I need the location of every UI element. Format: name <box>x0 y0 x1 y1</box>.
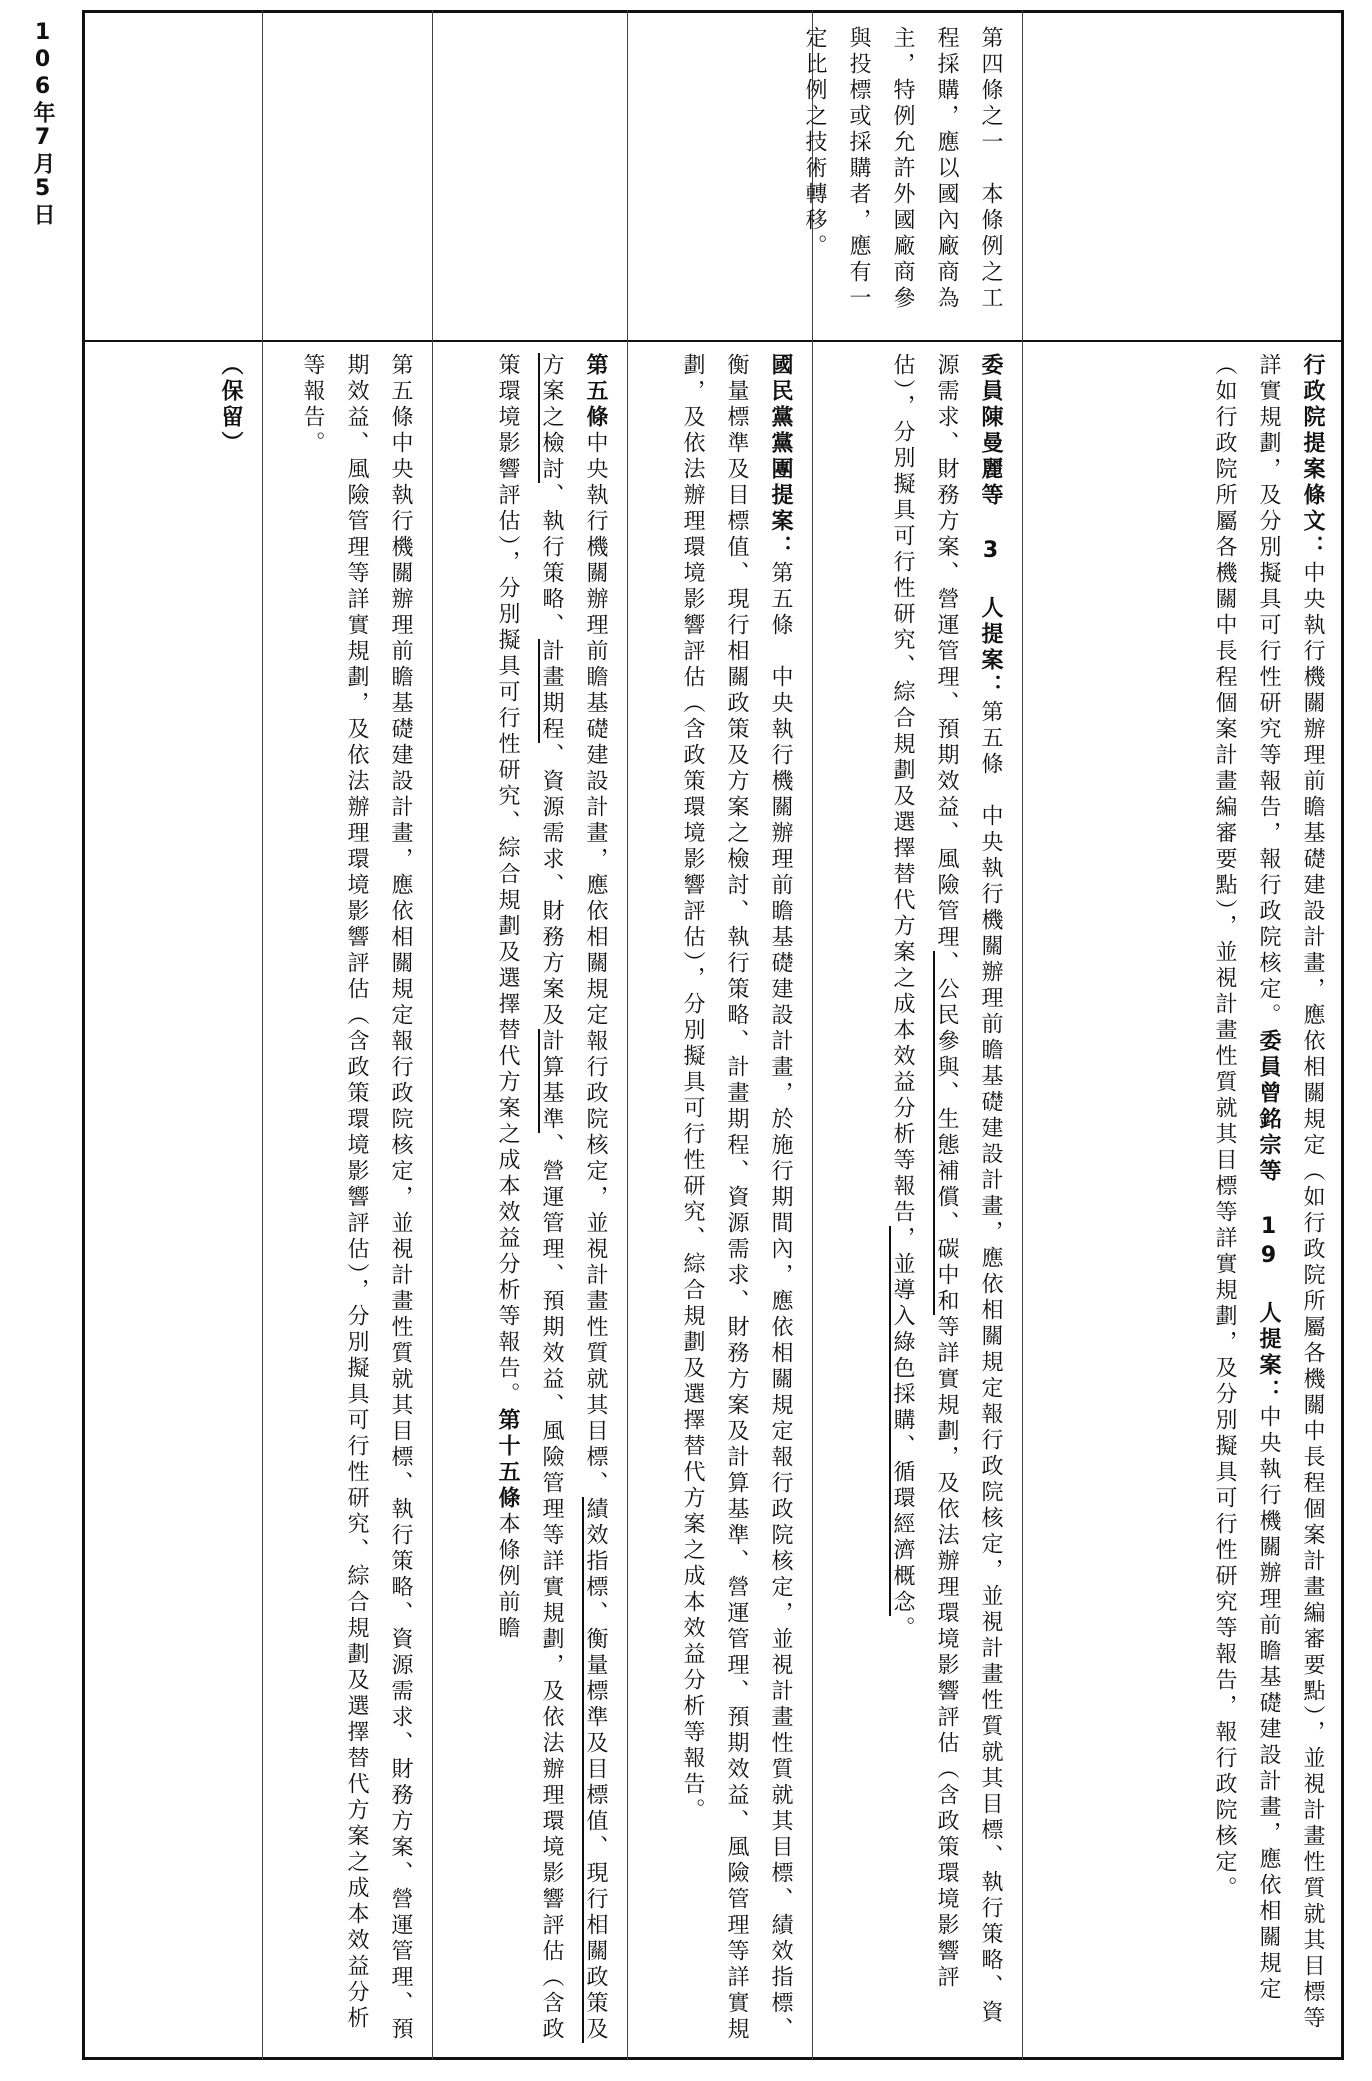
column-divider <box>432 10 433 2060</box>
table-border-top <box>82 10 1344 13</box>
column-divider <box>1022 10 1023 2060</box>
article-4-1-text: 第四條之一 本條例之工程採購，應以國內廠商為主，特例允許外國廠商參與投標或採購者，應有一定比例之技術轉移。 <box>802 26 1003 312</box>
member-chen-body-5: 。 <box>890 1616 915 1642</box>
comparison-table <box>82 10 1344 2060</box>
member-chen-heading: 委員陳曼麗等 3 人提案： <box>978 353 1003 700</box>
member-tseng-heading: 委員曾銘宗等 19 人提案： <box>1256 1029 1281 1405</box>
review-body-1: 中央執行機關辦理前瞻基礎建設計畫，應依相關規定報行政院核定，並視計畫性質就其目標、 <box>583 431 608 1497</box>
column-divider <box>262 10 263 2060</box>
review-body-6: 計算基準 <box>539 1029 564 1133</box>
member-tseng-body: 中央執行機關辦理前瞻基礎建設計畫，應依相關規定（如行政院所屬各機關中長程個案計畫編審要點），並視計畫性質就其目標等詳實規劃，及分別擬具可行性研究等報告，報行政院核定。 <box>1212 353 1281 2003</box>
review-article-15-heading: 第十五條 <box>495 1408 520 1512</box>
original-article-heading: 第五條 <box>388 353 413 431</box>
column-review-article-5 <box>438 343 623 2055</box>
review-article-heading: 第五條 <box>583 353 608 431</box>
table-border-bottom <box>82 2057 1344 2060</box>
reserved-label: （保留） <box>218 353 243 457</box>
review-body-2: 績效指標、衡量標準及目標值、現行相關政策及方案之檢討 <box>539 353 608 2043</box>
executive-yuan-body: 中央執行機關辦理前瞻基礎建設計畫，應依相關規定（如行政院所屬各機關中長程個案計畫編審要點），並視計畫性質就其目標等詳實規劃，及分別擬具可行性研究等報告，報行政院核定。 <box>1256 353 1325 2032</box>
review-body-3: 、執行策略、 <box>539 483 564 639</box>
table-border-left <box>82 10 85 2060</box>
kmt-caucus-heading: 國民黨黨團提案： <box>768 353 793 561</box>
column-divider <box>627 10 628 2060</box>
kmt-caucus-body: 第五條 中央執行機關辦理前瞻基礎建設計畫，於施行期間內，應依相關規定報行政院核定，並視計畫性質就其目標、績效指標、衡量標準及目標值、現行相關政策及方案之檢討、執行策略、計畫期程、資源需求、財務方案及計算基準、營運管理、預期效益、風險管理等詳實規劃，及依法辦理環境影響評估（含政策環境影響評估），分別擬具可行性研究、綜合規劃及選擇替代方案之成本效益分析等報告。 <box>680 353 793 2043</box>
review-body-4: 計畫期程 <box>539 639 564 743</box>
column-divider <box>812 10 813 2060</box>
column-kmt-caucus <box>633 343 808 2055</box>
column-member-chen <box>818 343 1018 2055</box>
column-reserved <box>88 343 258 2055</box>
page-date: 106年7月5日 <box>30 20 55 227</box>
member-chen-body-1: 第五條 中央執行機關辦理前瞻基礎建設計畫，應依相關規定報行政院核定，並視計畫性質就其目標、執行策略、資源需求、財務方案、營運管理、預期效益、風險管理 <box>934 353 1003 2026</box>
executive-yuan-heading: 行政院提案條文： <box>1300 353 1325 561</box>
table-divider-row <box>82 340 1344 342</box>
review-body-7: 、營運管理、預期效益、風險管理等詳實規劃，及依法辦理環境影響評估（含政策環境影響評估），分別擬具可行性研究、綜合規劃及選擇替代方案之成本效益分析等報告。 <box>495 353 564 2043</box>
member-chen-body-2: 、公民參與、生態補償、碳中和 <box>934 951 959 1315</box>
member-chen-body-4: ，並導入綠色採購、循環經濟概念 <box>890 1226 915 1616</box>
column-original-article-5 <box>268 343 428 2055</box>
member-chen-body-3: 等詳實規劃，及依法辦理環境影響評估（含政策環境影響評估），分別擬具可行性研究、綜合規劃及選擇替代方案之成本效益分析等報告 <box>890 353 959 1991</box>
original-article-body: 中央執行機關辦理前瞻基礎建設計畫，應依相關規定報行政院核定，並視計畫性質就其目標、執行策略、資源需求、財務方案、營運管理、預期效益、風險管理等詳實規劃，及依法辦理環境影響評估（含政策環境影響評估），分別擬具可行性研究、綜合規劃及選擇替代方案之成本效益分析等報告。 <box>300 353 413 2043</box>
column-executive-yuan <box>1028 343 1340 2055</box>
review-body-5: 、資源需求、財務方案及 <box>539 743 564 1029</box>
review-article-15-text: 本條例前瞻 <box>495 1512 520 1642</box>
table-border-right <box>1341 10 1344 2060</box>
